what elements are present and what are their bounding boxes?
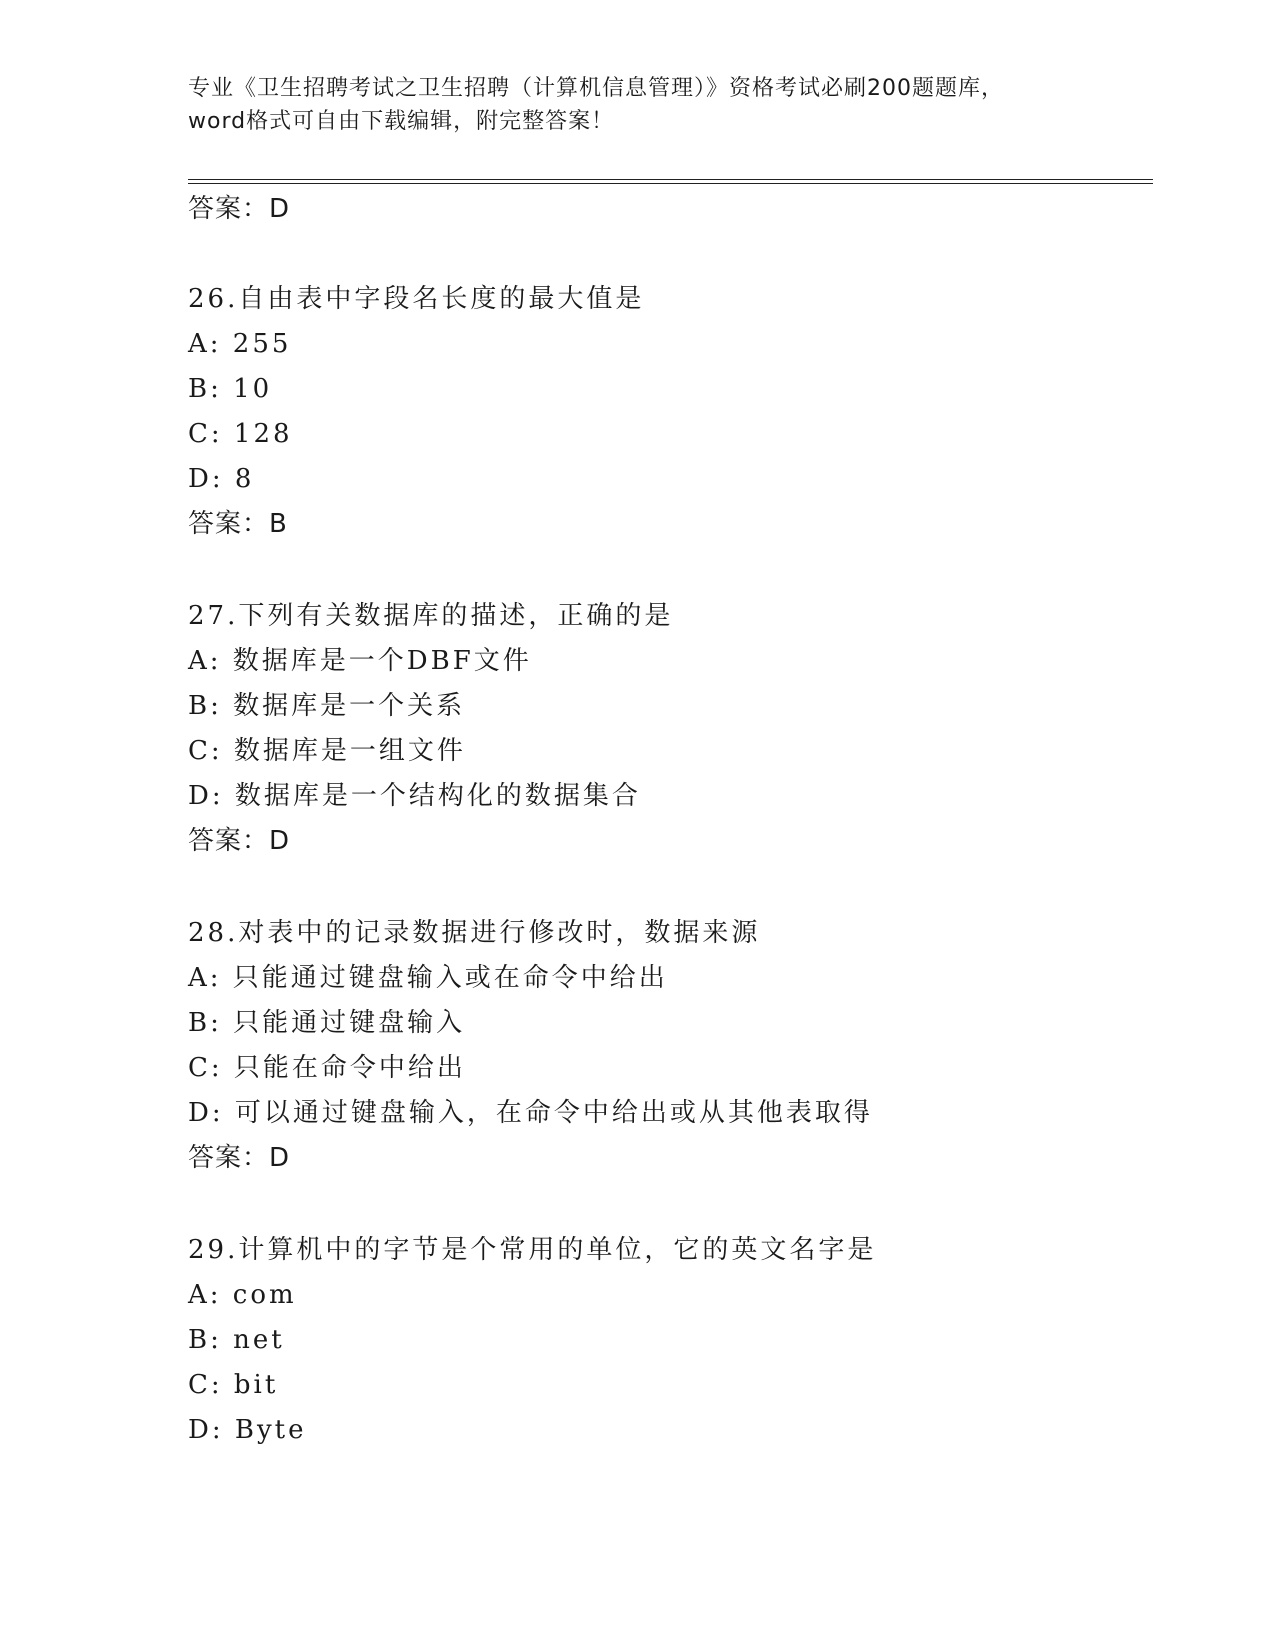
question-27-stem: 27.下列有关数据库的描述，正确的是	[188, 601, 674, 631]
document-header	[188, 72, 1088, 138]
question-28-answer: 答案：D	[188, 1143, 291, 1173]
question-29-option-b: B: net	[188, 1325, 285, 1355]
question-28-option-d: D: 可以通过键盘输入，在命令中给出或从其他表取得	[188, 1098, 873, 1128]
question-26-option-d: D: 8	[188, 464, 255, 494]
question-27-option-b: B: 数据库是一个关系	[188, 691, 466, 721]
question-26-stem: 26.自由表中字段名长度的最大值是	[188, 284, 645, 314]
question-27-option-c: C: 数据库是一组文件	[188, 736, 466, 766]
question-29-option-c: C: bit	[188, 1370, 279, 1400]
question-26-option-c: C: 128	[188, 419, 293, 449]
question-28-option-a: A: 只能通过键盘输入或在命令中给出	[188, 963, 668, 993]
question-26-option-b: B: 10	[188, 374, 273, 404]
question-27-answer: 答案：D	[188, 826, 291, 856]
header-line-2: word格式可自由下载编辑，附完整答案！	[188, 109, 615, 134]
header-rule-bottom	[188, 183, 1153, 184]
question-28-stem: 28.对表中的记录数据进行修改时，数据来源	[188, 918, 761, 948]
question-27-option-a: A: 数据库是一个DBF文件	[188, 646, 532, 676]
question-29-option-d: D: Byte	[188, 1415, 307, 1445]
header-rule-top	[188, 179, 1153, 180]
question-29-stem: 29.计算机中的字节是个常用的单位，它的英文名字是	[188, 1235, 877, 1265]
header-line-1: 专业《卫生招聘考试之卫生招聘（计算机信息管理）》资格考试必刷200题题库，	[188, 76, 1004, 101]
question-28-option-b: B: 只能通过键盘输入	[188, 1008, 466, 1038]
question-26-answer: 答案：B	[188, 509, 288, 539]
question-29-option-a: A: com	[188, 1280, 297, 1310]
question-27-option-d: D: 数据库是一个结构化的数据集合	[188, 781, 641, 811]
question-26-option-a: A: 255	[188, 329, 292, 359]
question-28-option-c: C: 只能在命令中给出	[188, 1053, 466, 1083]
answer-prev: 答案：D	[188, 194, 291, 224]
